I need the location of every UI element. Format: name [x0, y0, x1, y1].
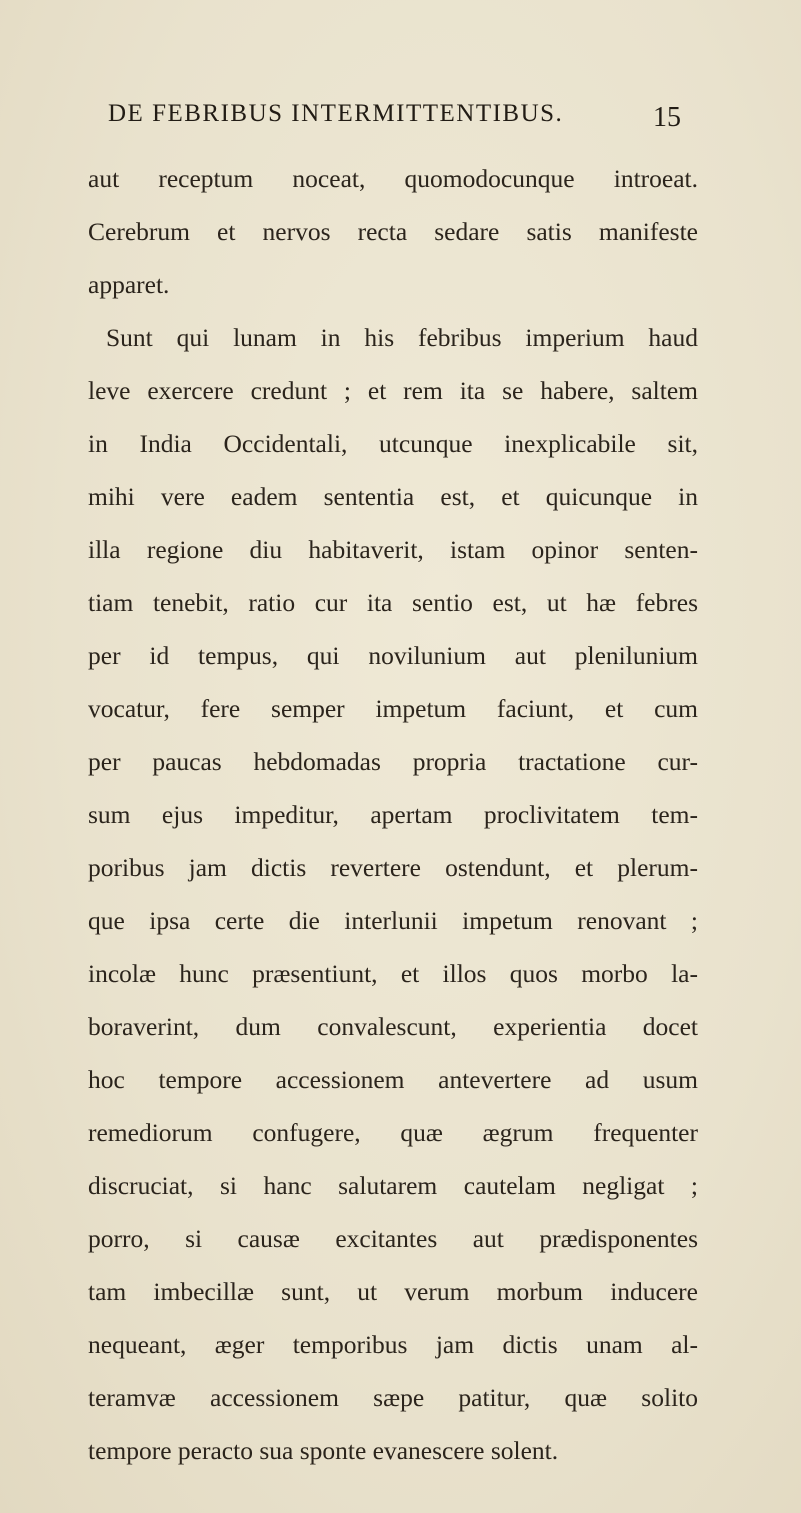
page-number: 15 — [653, 102, 681, 133]
text-line: nequeant, æger temporibus jam dictis unam al- — [88, 1330, 698, 1359]
text-line: sum ejus impeditur, apertam proclivitatem tem- — [88, 800, 698, 829]
text-line: incolæ hunc præsentiunt, et illos quos morbo la- — [88, 959, 698, 988]
text-line: vocatur, fere semper impetum faciunt, et cum — [88, 694, 698, 723]
text-line: in India Occidentali, utcunque inexplicabile sit, — [88, 429, 698, 458]
body-text — [88, 152, 698, 1477]
running-head — [108, 100, 681, 140]
text-line: mihi vere eadem sententia est, et quicunque in — [88, 482, 698, 511]
text-line: discruciat, si hanc salutarem cautelam negligat ; — [88, 1171, 698, 1200]
text-line: porro, si causæ excitantes aut prædisponentes — [88, 1224, 698, 1253]
text-line: apparet. — [88, 270, 170, 299]
running-head-title: DE FEBRIBUS INTERMITTENTIBUS. — [108, 100, 564, 127]
text-line: teramvæ accessionem sæpe patitur, quæ solito — [88, 1383, 698, 1412]
text-line: Sunt qui lunam in his febribus imperium haud — [106, 323, 698, 352]
text-line: Cerebrum et nervos recta sedare satis manifeste — [88, 217, 698, 246]
text-line: poribus jam dictis revertere ostendunt, et plerum- — [88, 853, 698, 882]
text-line: tiam tenebit, ratio cur ita sentio est, ut hæ febres — [88, 588, 698, 617]
text-line: aut receptum noceat, quomodocunque introeat. — [88, 164, 698, 193]
text-line: leve exercere credunt ; et rem ita se habere, saltem — [88, 376, 698, 405]
text-line: tempore peracto sua sponte evanescere solent. — [88, 1436, 559, 1465]
text-line: per id tempus, qui novilunium aut plenilunium — [88, 641, 698, 670]
text-line: que ipsa certe die interlunii impetum renovant ; — [88, 906, 698, 935]
text-line: per paucas hebdomadas propria tractatione cur- — [88, 747, 698, 776]
text-line: boraverint, dum convalescunt, experientia docet — [88, 1012, 698, 1041]
text-line: illa regione diu habitaverit, istam opinor senten- — [88, 535, 698, 564]
text-line: hoc tempore accessionem antevertere ad usum — [88, 1065, 698, 1094]
text-line: remediorum confugere, quæ ægrum frequenter — [88, 1118, 698, 1147]
text-line: tam imbecillæ sunt, ut verum morbum inducere — [88, 1277, 698, 1306]
